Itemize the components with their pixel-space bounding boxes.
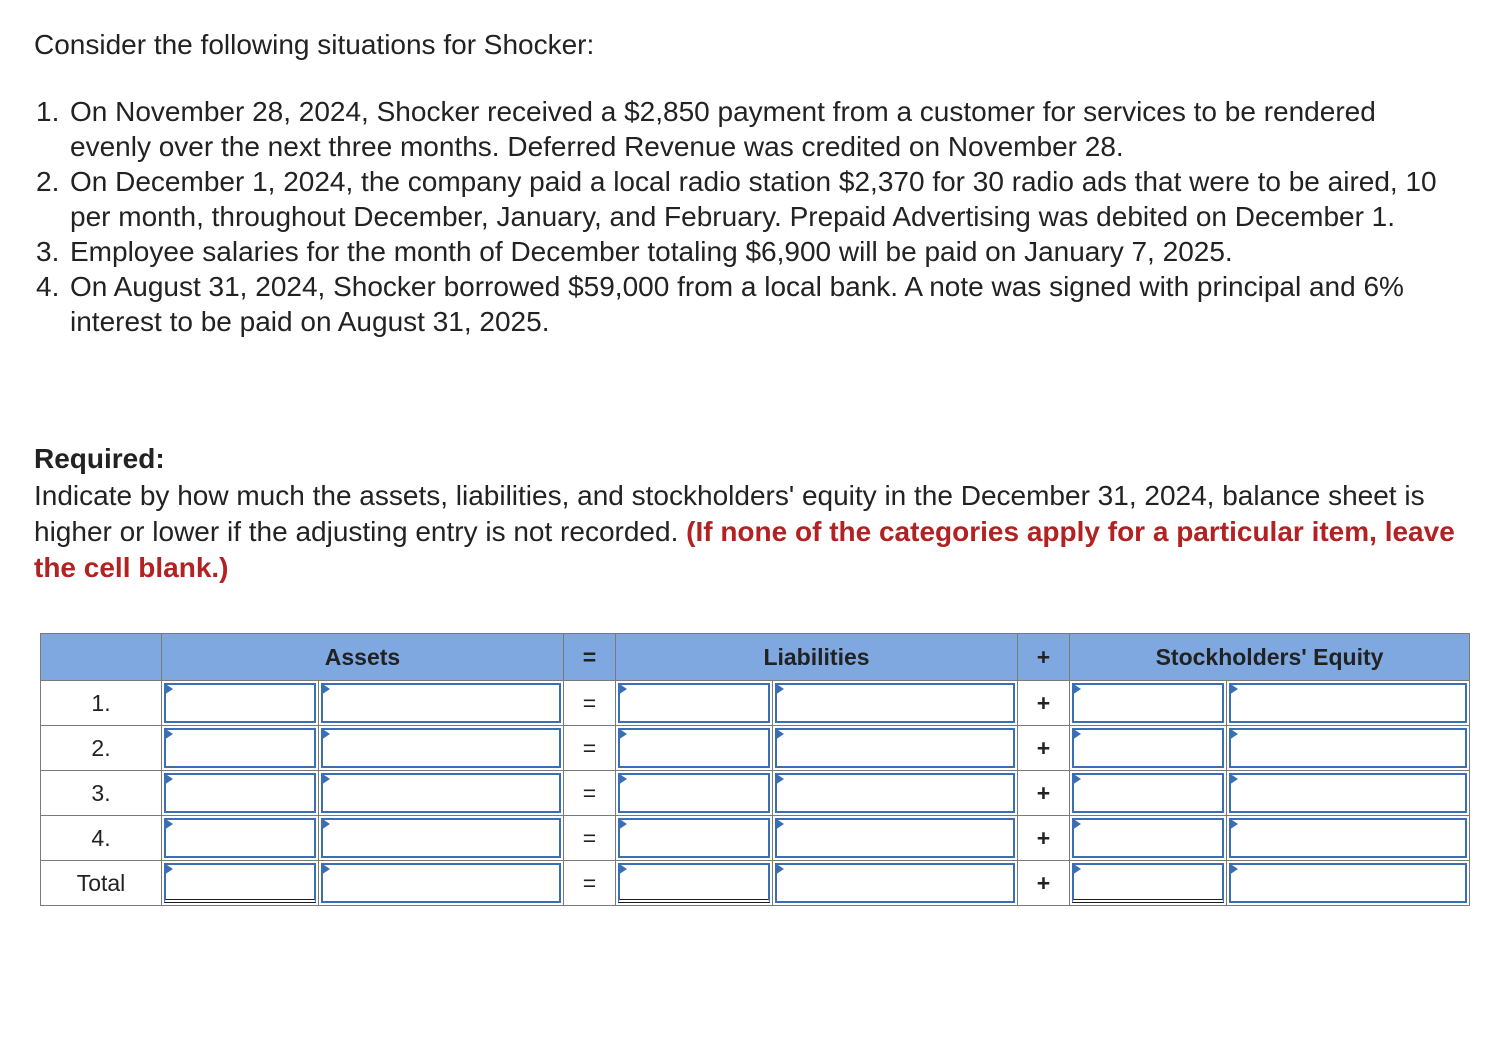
item-number: 1. xyxy=(36,96,60,127)
situations-list xyxy=(36,94,1456,339)
equals-sign: = xyxy=(564,681,616,726)
assets-amount-input[interactable] xyxy=(321,773,561,813)
item-number: 4. xyxy=(36,271,60,302)
plus-sign: + xyxy=(1018,816,1070,861)
assets-amount-input[interactable] xyxy=(321,863,561,903)
liabilities-amount-cell[interactable] xyxy=(773,816,1018,861)
header-assets: Assets xyxy=(162,634,564,681)
liabilities-direction-input[interactable] xyxy=(618,773,770,813)
dropdown-flag-icon xyxy=(321,683,330,695)
table-header-row xyxy=(41,634,1470,681)
equity-amount-input[interactable] xyxy=(1229,773,1467,813)
dropdown-flag-icon xyxy=(1072,818,1081,830)
dropdown-flag-icon xyxy=(618,683,627,695)
dropdown-flag-icon xyxy=(321,728,330,740)
dropdown-flag-icon xyxy=(1072,728,1081,740)
dropdown-flag-icon xyxy=(1229,728,1238,740)
assets-direction-cell[interactable] xyxy=(162,726,319,771)
equity-amount-cell[interactable] xyxy=(1227,681,1470,726)
equity-direction-cell[interactable] xyxy=(1070,816,1227,861)
assets-direction-input[interactable] xyxy=(164,728,316,768)
assets-direction-input[interactable] xyxy=(164,818,316,858)
item-text: Employee salaries for the month of December totaling $6,900 will be paid on January 7, 2025. xyxy=(70,236,1233,267)
equity-direction-cell[interactable] xyxy=(1070,861,1227,906)
liabilities-direction-cell[interactable] xyxy=(616,681,773,726)
row-label: 2. xyxy=(41,726,162,771)
assets-direction-input[interactable] xyxy=(164,863,316,903)
required-heading: Required: xyxy=(34,443,165,474)
dropdown-flag-icon xyxy=(618,773,627,785)
liabilities-amount-input[interactable] xyxy=(775,818,1015,858)
dropdown-flag-icon xyxy=(164,773,173,785)
assets-direction-input[interactable] xyxy=(164,683,316,723)
header-equals: = xyxy=(564,634,616,681)
plus-sign: + xyxy=(1018,861,1070,906)
row-label: 1. xyxy=(41,681,162,726)
dropdown-flag-icon xyxy=(775,818,784,830)
dropdown-flag-icon xyxy=(164,683,173,695)
equity-amount-cell[interactable] xyxy=(1227,771,1470,816)
plus-sign: + xyxy=(1018,726,1070,771)
liabilities-amount-input[interactable] xyxy=(775,773,1015,813)
dropdown-flag-icon xyxy=(1072,863,1081,875)
liabilities-direction-cell[interactable] xyxy=(616,861,773,906)
assets-amount-cell[interactable] xyxy=(319,816,564,861)
assets-direction-cell[interactable] xyxy=(162,816,319,861)
dropdown-flag-icon xyxy=(775,773,784,785)
dropdown-flag-icon xyxy=(775,863,784,875)
table-row-total xyxy=(41,861,1470,906)
header-blank xyxy=(41,634,162,681)
row-label: Total xyxy=(41,861,162,906)
liabilities-amount-cell[interactable] xyxy=(773,771,1018,816)
liabilities-amount-input[interactable] xyxy=(775,683,1015,723)
header-equity: Stockholders' Equity xyxy=(1070,634,1470,681)
row-label: 3. xyxy=(41,771,162,816)
equity-amount-input[interactable] xyxy=(1229,818,1467,858)
assets-amount-cell[interactable] xyxy=(319,681,564,726)
dropdown-flag-icon xyxy=(775,728,784,740)
equals-sign: = xyxy=(564,861,616,906)
liabilities-amount-input[interactable] xyxy=(775,863,1015,903)
item-text: On August 31, 2024, Shocker borrowed $59,000 from a local bank. A note was signed with principal and 6% interest to be paid on August 31, 2025. xyxy=(70,271,1404,337)
equity-amount-cell[interactable] xyxy=(1227,816,1470,861)
dropdown-flag-icon xyxy=(321,863,330,875)
dropdown-flag-icon xyxy=(1229,818,1238,830)
assets-direction-cell[interactable] xyxy=(162,861,319,906)
header-plus: + xyxy=(1018,634,1070,681)
equals-sign: = xyxy=(564,771,616,816)
equity-direction-input[interactable] xyxy=(1072,683,1224,723)
equity-direction-input[interactable] xyxy=(1072,818,1224,858)
equity-direction-cell[interactable] xyxy=(1070,726,1227,771)
item-text: On December 1, 2024, the company paid a local radio station $2,370 for 30 radio ads that were to be aired, 10 per month, throughout December, January, and February. Prepaid Advertising was debited on December 1. xyxy=(70,166,1437,232)
equity-direction-input[interactable] xyxy=(1072,773,1224,813)
plus-sign: + xyxy=(1018,681,1070,726)
liabilities-direction-cell[interactable] xyxy=(616,726,773,771)
plus-sign: + xyxy=(1018,771,1070,816)
liabilities-direction-cell[interactable] xyxy=(616,771,773,816)
liabilities-amount-cell[interactable] xyxy=(773,681,1018,726)
list-item xyxy=(36,164,1456,234)
table-row xyxy=(41,726,1470,771)
equals-sign: = xyxy=(564,726,616,771)
list-item xyxy=(36,94,1456,164)
required-instructions xyxy=(34,478,1474,586)
item-number: 3. xyxy=(36,236,60,267)
equity-amount-cell[interactable] xyxy=(1227,726,1470,771)
required-body: Indicate by how much the assets, liabilities, and stockholders' equity in the December 31, 2024, balance sheet is higher or lower if the adjusting entry is not recorded. xyxy=(34,480,1425,547)
dropdown-flag-icon xyxy=(618,818,627,830)
dropdown-flag-icon xyxy=(1072,683,1081,695)
dropdown-flag-icon xyxy=(164,728,173,740)
dropdown-flag-icon xyxy=(164,818,173,830)
required-note: (If none of the categories apply for a particular item, leave the cell blank.) xyxy=(34,516,1455,583)
table-row xyxy=(41,681,1470,726)
item-number: 2. xyxy=(36,166,60,197)
equity-direction-input[interactable] xyxy=(1072,728,1224,768)
header-liabilities: Liabilities xyxy=(616,634,1018,681)
liabilities-amount-input[interactable] xyxy=(775,728,1015,768)
intro-text: Consider the following situations for Shocker: xyxy=(34,29,595,60)
liabilities-amount-cell[interactable] xyxy=(773,861,1018,906)
liabilities-amount-cell[interactable] xyxy=(773,726,1018,771)
equals-sign: = xyxy=(564,816,616,861)
equity-direction-input[interactable] xyxy=(1072,863,1224,903)
liabilities-direction-input[interactable] xyxy=(618,818,770,858)
assets-direction-cell[interactable] xyxy=(162,681,319,726)
table-row xyxy=(41,816,1470,861)
equity-amount-cell[interactable] xyxy=(1227,861,1470,906)
dropdown-flag-icon xyxy=(1229,863,1238,875)
equity-amount-input[interactable] xyxy=(1229,728,1467,768)
assets-amount-input[interactable] xyxy=(321,728,561,768)
dropdown-flag-icon xyxy=(618,728,627,740)
liabilities-direction-input[interactable] xyxy=(618,863,770,903)
dropdown-flag-icon xyxy=(618,863,627,875)
dropdown-flag-icon xyxy=(321,773,330,785)
assets-amount-cell[interactable] xyxy=(319,861,564,906)
assets-amount-input[interactable] xyxy=(321,683,561,723)
list-item xyxy=(36,234,1456,269)
dropdown-flag-icon xyxy=(1072,773,1081,785)
answer-table xyxy=(40,633,1470,906)
row-label: 4. xyxy=(41,816,162,861)
item-text: On November 28, 2024, Shocker received a $2,850 payment from a customer for services to be rendered evenly over the next three months. Deferred Revenue was credited on November 28. xyxy=(70,96,1376,162)
equity-direction-cell[interactable] xyxy=(1070,771,1227,816)
assets-amount-cell[interactable] xyxy=(319,771,564,816)
liabilities-direction-input[interactable] xyxy=(618,683,770,723)
table-row xyxy=(41,771,1470,816)
dropdown-flag-icon xyxy=(775,683,784,695)
dropdown-flag-icon xyxy=(321,818,330,830)
list-item xyxy=(36,269,1456,339)
liabilities-direction-input[interactable] xyxy=(618,728,770,768)
dropdown-flag-icon xyxy=(1229,683,1238,695)
equity-amount-input[interactable] xyxy=(1229,863,1467,903)
dropdown-flag-icon xyxy=(164,863,173,875)
assets-amount-cell[interactable] xyxy=(319,726,564,771)
equity-direction-cell[interactable] xyxy=(1070,681,1227,726)
dropdown-flag-icon xyxy=(1229,773,1238,785)
liabilities-direction-cell[interactable] xyxy=(616,816,773,861)
assets-direction-input[interactable] xyxy=(164,773,316,813)
assets-amount-input[interactable] xyxy=(321,818,561,858)
assets-direction-cell[interactable] xyxy=(162,771,319,816)
equity-amount-input[interactable] xyxy=(1229,683,1467,723)
